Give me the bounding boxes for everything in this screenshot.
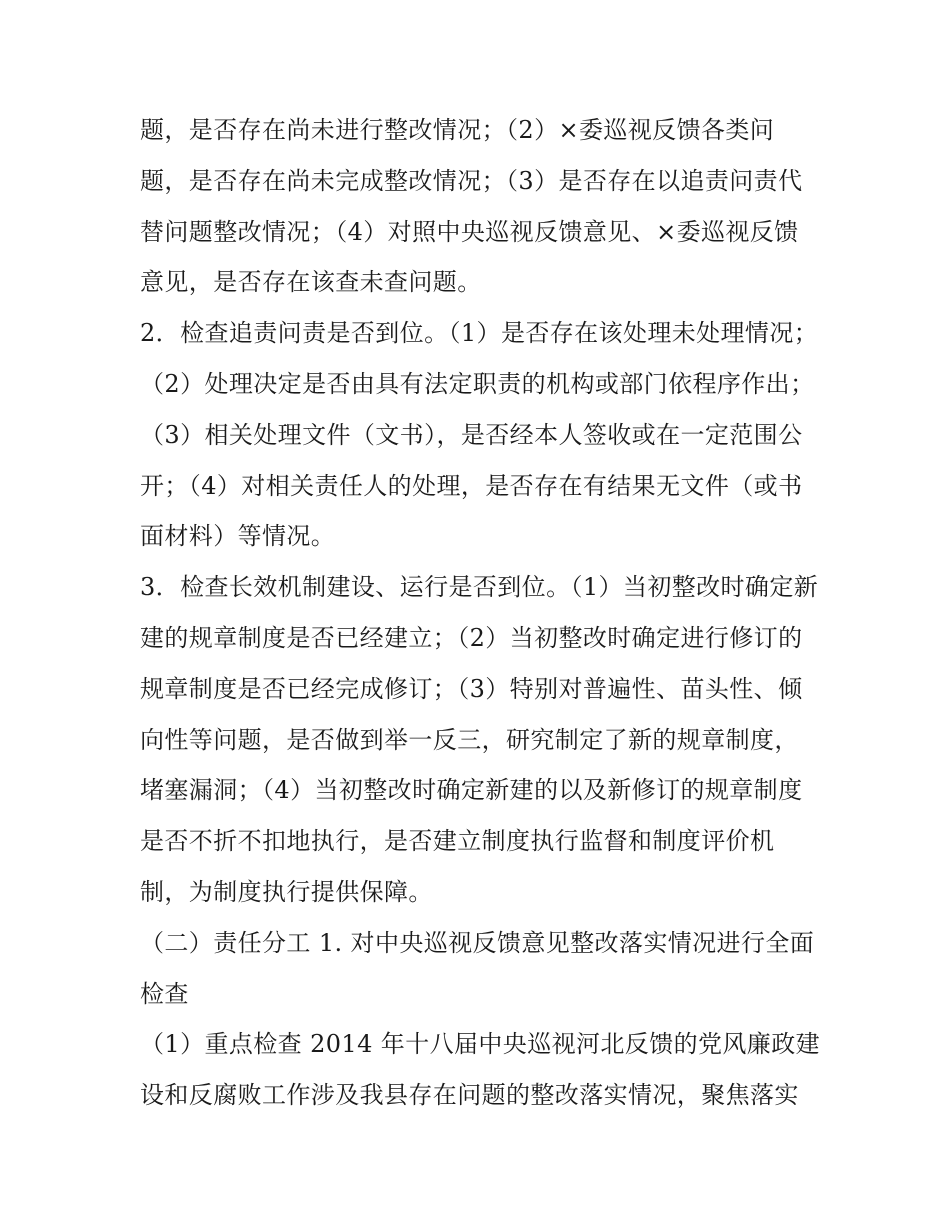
paragraph-mechanism-check: 3．检查长效机制建设、运行是否到位。（1）当初整改时确定新建的规章制度是否已经建立；（2）当初整改时确定进行修订的规章制度是否已经完成修订；（3）特别对普遍性、苗头性、倾向性等问题，是否做到举一反三，研究制定了新的规章制度，堵塞漏洞；（4）当初整改时确定新建的以及新修订的规章制度是否不折不扣地执行，是否建立制度执行监督和制度评价机制，为制度执行提供保障。 <box>140 573 819 906</box>
paragraph-rectification-check: 题，是否存在尚未进行整改情况；（2）×委巡视反馈各类问题，是否存在尚未完成整改情况；（3）是否存在以追责问责代替问题整改情况；（4）对照中央巡视反馈意见、×委巡视反馈意见，是否存在该查未查问题。 <box>140 116 803 297</box>
paragraph-responsibility-division: （二）责任分工 1. 对中央巡视反馈意见整改落实情况进行全面检查 <box>140 928 815 1008</box>
paragraph-key-inspection: （1）重点检查 2014 年十八届中央巡视河北反馈的党风廉政建设和反腐败工作涉及我县存在问题的整改落实情况，聚焦落实 <box>140 1030 821 1110</box>
paragraph-accountability-check: 2．检查追责问责是否到位。（1）是否存在该处理未处理情况；（2）处理决定是否由具有法定职责的机构或部门依程序作出；（3）相关处理文件（文书），是否经本人签收或在一定范围公开；（4）对相关责任人的处理，是否存在有结果无文件（或书面材料）等情况。 <box>140 319 819 551</box>
document-page <box>140 105 820 1121</box>
